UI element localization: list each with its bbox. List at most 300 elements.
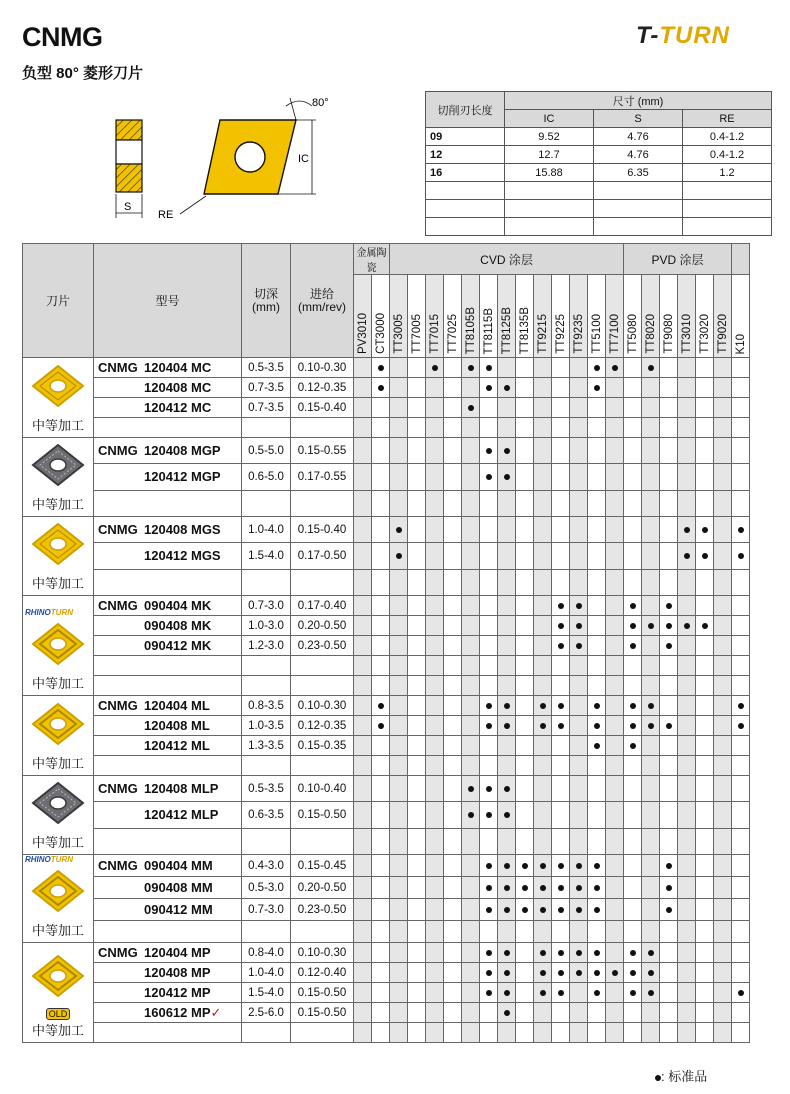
standard-dot bbox=[522, 885, 528, 891]
grade-cell bbox=[552, 398, 570, 418]
grade-cell bbox=[678, 877, 696, 899]
grade-cell bbox=[498, 398, 516, 418]
grade-cell bbox=[354, 543, 372, 569]
grade-cell bbox=[480, 464, 498, 490]
insert-image bbox=[30, 442, 86, 488]
grade-cell bbox=[606, 517, 624, 543]
grade-header-cell bbox=[642, 275, 660, 358]
grade-cell bbox=[390, 828, 408, 854]
standard-dot bbox=[522, 907, 528, 913]
dims-empty-cell bbox=[683, 218, 772, 236]
grade-group-header: PVD 涂层 bbox=[624, 244, 732, 275]
grade-cell bbox=[390, 517, 408, 543]
standard-dot bbox=[504, 474, 510, 480]
model-cell bbox=[94, 1003, 242, 1023]
grade-cell bbox=[426, 656, 444, 676]
grade-cell bbox=[678, 963, 696, 983]
grade-cell bbox=[696, 983, 714, 1003]
model-code: 090404 MK bbox=[144, 598, 212, 613]
grade-cell bbox=[732, 517, 750, 543]
grade-cell bbox=[372, 676, 390, 696]
standard-dot bbox=[594, 723, 600, 729]
grade-cell bbox=[390, 877, 408, 899]
standard-dot bbox=[594, 385, 600, 391]
standard-dot bbox=[558, 723, 564, 729]
standard-dot bbox=[594, 970, 600, 976]
model-cell bbox=[94, 943, 242, 963]
grade-cell bbox=[462, 716, 480, 736]
standard-dot bbox=[378, 723, 384, 729]
grade-cell bbox=[444, 517, 462, 543]
grade-cell bbox=[516, 517, 534, 543]
grade-cell bbox=[678, 716, 696, 736]
grade-cell bbox=[714, 636, 732, 656]
grade-cell bbox=[354, 676, 372, 696]
dims-empty-cell bbox=[505, 218, 594, 236]
grade-cell bbox=[588, 921, 606, 943]
grade-cell bbox=[408, 490, 426, 516]
grade-cell bbox=[588, 696, 606, 716]
grade-cell bbox=[498, 877, 516, 899]
grade-cell bbox=[714, 802, 732, 828]
grade-cell bbox=[570, 1003, 588, 1023]
grade-cell bbox=[660, 636, 678, 656]
grade-cell bbox=[588, 716, 606, 736]
grade-cell bbox=[426, 676, 444, 696]
feed-cell bbox=[291, 418, 354, 438]
model-cell bbox=[94, 490, 242, 516]
grade-cell bbox=[390, 776, 408, 802]
grade-cell bbox=[408, 418, 426, 438]
grade-cell bbox=[678, 378, 696, 398]
grade-header-cell bbox=[444, 275, 462, 358]
grade-cell bbox=[570, 464, 588, 490]
blank-row bbox=[23, 656, 750, 676]
grade-cell bbox=[660, 569, 678, 595]
standard-dot bbox=[594, 950, 600, 956]
grade-cell bbox=[462, 696, 480, 716]
grade-cell bbox=[570, 636, 588, 656]
grade-cell bbox=[660, 983, 678, 1003]
insert-image bbox=[30, 701, 86, 747]
grade-cell bbox=[516, 899, 534, 921]
feed-cell: 0.20-0.50 bbox=[291, 877, 354, 899]
dims-col-key: 切削刃长度 bbox=[426, 92, 505, 128]
grade-cell bbox=[462, 656, 480, 676]
model-code: 120412 MGS bbox=[144, 548, 221, 564]
grade-cell bbox=[606, 776, 624, 802]
model-code: 090412 MM bbox=[144, 902, 213, 917]
grade-cell bbox=[606, 543, 624, 569]
grade-cell bbox=[354, 855, 372, 877]
grade-cell bbox=[714, 438, 732, 464]
model-cell bbox=[94, 358, 242, 378]
grade-cell bbox=[732, 756, 750, 776]
grade-cell bbox=[606, 636, 624, 656]
grade-cell bbox=[462, 378, 480, 398]
grade-cell bbox=[354, 418, 372, 438]
grade-cell bbox=[516, 756, 534, 776]
insert-cell bbox=[23, 855, 94, 943]
grade-cell bbox=[498, 517, 516, 543]
grade-cell bbox=[570, 490, 588, 516]
grade-cell bbox=[534, 899, 552, 921]
standard-dot bbox=[486, 385, 492, 391]
grade-name: TT9080 bbox=[662, 314, 675, 354]
model-code: 120408 MC bbox=[144, 380, 212, 395]
grade-cell bbox=[444, 543, 462, 569]
grade-cell bbox=[480, 378, 498, 398]
grade-cell bbox=[732, 490, 750, 516]
grade-name: TT8105B bbox=[464, 306, 477, 354]
grade-cell bbox=[480, 438, 498, 464]
grade-name: TT3005 bbox=[392, 314, 405, 354]
grade-cell bbox=[498, 756, 516, 776]
grade-cell bbox=[552, 983, 570, 1003]
dims-empty-cell bbox=[683, 182, 772, 200]
grade-cell bbox=[462, 943, 480, 963]
blank-row bbox=[23, 490, 750, 516]
grade-cell bbox=[552, 828, 570, 854]
standard-dot bbox=[486, 863, 492, 869]
depth-cell bbox=[242, 756, 291, 776]
grade-cell bbox=[660, 438, 678, 464]
page-subtitle: 负型 80° 菱形刀片 bbox=[22, 65, 144, 82]
grade-cell bbox=[732, 899, 750, 921]
grade-cell bbox=[732, 716, 750, 736]
grade-cell bbox=[660, 716, 678, 736]
dims-empty-cell bbox=[594, 182, 683, 200]
model-cell bbox=[94, 676, 242, 696]
table-row bbox=[23, 398, 750, 418]
model-code: 120412 MP bbox=[144, 985, 211, 1000]
model-cell bbox=[94, 855, 242, 877]
grade-cell bbox=[444, 877, 462, 899]
grade-cell bbox=[660, 490, 678, 516]
depth-cell: 1.5-4.0 bbox=[242, 983, 291, 1003]
grade-cell bbox=[606, 736, 624, 756]
standard-dot bbox=[738, 553, 744, 559]
grade-name: TT8125B bbox=[500, 306, 513, 354]
grade-cell bbox=[696, 855, 714, 877]
table-row bbox=[23, 616, 750, 636]
standard-dot bbox=[504, 907, 510, 913]
grade-cell bbox=[408, 358, 426, 378]
grade-cell bbox=[732, 398, 750, 418]
standard-dot bbox=[594, 885, 600, 891]
grade-cell bbox=[444, 943, 462, 963]
grade-cell bbox=[498, 921, 516, 943]
grade-cell bbox=[714, 716, 732, 736]
grade-cell bbox=[552, 676, 570, 696]
grade-cell bbox=[588, 656, 606, 676]
feed-cell: 0.10-0.30 bbox=[291, 358, 354, 378]
grade-cell bbox=[624, 464, 642, 490]
dims-empty-cell bbox=[426, 200, 505, 218]
blank-row bbox=[23, 756, 750, 776]
grade-cell bbox=[732, 438, 750, 464]
grade-cell bbox=[714, 983, 732, 1003]
grade-cell bbox=[372, 802, 390, 828]
dims-value: 0.4-1.2 bbox=[683, 146, 772, 164]
grade-cell bbox=[606, 983, 624, 1003]
depth-cell: 1.2-3.0 bbox=[242, 636, 291, 656]
grade-cell bbox=[462, 569, 480, 595]
grade-cell bbox=[678, 676, 696, 696]
grade-cell bbox=[408, 398, 426, 418]
dims-value: 4.76 bbox=[594, 146, 683, 164]
grade-cell bbox=[714, 756, 732, 776]
grade-cell bbox=[534, 358, 552, 378]
grade-cell bbox=[660, 398, 678, 418]
depth-cell: 0.8-4.0 bbox=[242, 943, 291, 963]
dims-value: 15.88 bbox=[505, 164, 594, 182]
grade-cell bbox=[714, 616, 732, 636]
model-code: 120408 MGP bbox=[144, 443, 221, 459]
grade-cell bbox=[570, 855, 588, 877]
feed-cell: 0.17-0.55 bbox=[291, 464, 354, 490]
legend bbox=[655, 1066, 707, 1085]
model-prefix: CNMG bbox=[98, 781, 138, 797]
depth-cell: 1.0-3.0 bbox=[242, 616, 291, 636]
standard-dot bbox=[486, 990, 492, 996]
grade-cell bbox=[606, 596, 624, 616]
grade-cell bbox=[660, 616, 678, 636]
grade-cell bbox=[624, 716, 642, 736]
standard-dot bbox=[504, 703, 510, 709]
grade-cell bbox=[372, 828, 390, 854]
grade-name: TT9020 bbox=[716, 314, 729, 354]
standard-dot bbox=[558, 643, 564, 649]
model-cell bbox=[94, 963, 242, 983]
standard-dot bbox=[558, 970, 564, 976]
grade-cell bbox=[570, 1023, 588, 1043]
grade-cell bbox=[642, 438, 660, 464]
grade-cell bbox=[480, 398, 498, 418]
grade-cell bbox=[408, 517, 426, 543]
grade-cell bbox=[570, 656, 588, 676]
grade-cell bbox=[588, 398, 606, 418]
grade-cell bbox=[660, 656, 678, 676]
model-cell bbox=[94, 636, 242, 656]
grade-cell bbox=[444, 1023, 462, 1043]
dims-value: 4.76 bbox=[594, 128, 683, 146]
grade-cell bbox=[732, 963, 750, 983]
insert-cell bbox=[23, 438, 94, 517]
grade-cell bbox=[516, 398, 534, 418]
grade-cell bbox=[354, 1003, 372, 1023]
grade-cell bbox=[444, 358, 462, 378]
grade-cell bbox=[642, 517, 660, 543]
grade-cell bbox=[426, 1023, 444, 1043]
table-row bbox=[23, 636, 750, 656]
logo-part-b: TURN bbox=[659, 22, 730, 49]
grade-cell bbox=[534, 1003, 552, 1023]
feed-cell: 0.12-0.35 bbox=[291, 716, 354, 736]
grade-cell bbox=[696, 1023, 714, 1043]
standard-dot bbox=[684, 623, 690, 629]
standard-dot bbox=[576, 885, 582, 891]
logo-part-a: T- bbox=[636, 22, 660, 49]
grade-cell bbox=[444, 378, 462, 398]
grade-cell bbox=[624, 490, 642, 516]
grade-cell bbox=[606, 656, 624, 676]
grade-cell bbox=[498, 736, 516, 756]
grade-header-cell bbox=[408, 275, 426, 358]
grade-cell bbox=[426, 438, 444, 464]
grade-cell bbox=[372, 464, 390, 490]
standard-dot bbox=[504, 812, 510, 818]
model-prefix: CNMG bbox=[98, 598, 138, 613]
model-cell bbox=[94, 756, 242, 776]
grade-cell bbox=[408, 656, 426, 676]
grade-cell bbox=[390, 636, 408, 656]
grade-cell bbox=[732, 1003, 750, 1023]
grade-cell bbox=[444, 802, 462, 828]
grade-cell bbox=[372, 418, 390, 438]
grade-cell bbox=[534, 716, 552, 736]
insert-image bbox=[30, 363, 86, 409]
grade-cell bbox=[516, 1003, 534, 1023]
grade-cell bbox=[480, 716, 498, 736]
feed-cell bbox=[291, 828, 354, 854]
model-cell bbox=[94, 596, 242, 616]
standard-dot bbox=[504, 786, 510, 792]
grade-cell bbox=[660, 676, 678, 696]
grade-cell bbox=[570, 378, 588, 398]
grade-cell bbox=[678, 464, 696, 490]
grade-name: K10 bbox=[734, 333, 747, 354]
blank-row bbox=[23, 569, 750, 595]
grade-cell bbox=[372, 398, 390, 418]
grade-cell bbox=[714, 517, 732, 543]
feed-cell bbox=[291, 756, 354, 776]
standard-dot bbox=[558, 885, 564, 891]
rhino-turn-logo bbox=[25, 608, 93, 617]
grade-cell bbox=[570, 696, 588, 716]
grade-cell bbox=[480, 596, 498, 616]
grade-cell bbox=[444, 490, 462, 516]
grade-cell bbox=[696, 828, 714, 854]
grade-cell bbox=[696, 756, 714, 776]
grade-cell bbox=[480, 696, 498, 716]
model-cell bbox=[94, 828, 242, 854]
grade-cell bbox=[678, 983, 696, 1003]
standard-dot bbox=[666, 643, 672, 649]
grade-cell bbox=[372, 776, 390, 802]
grade-cell bbox=[552, 1023, 570, 1043]
grade-cell bbox=[696, 656, 714, 676]
grade-cell bbox=[588, 438, 606, 464]
grade-cell bbox=[354, 656, 372, 676]
grade-name: PV3010 bbox=[356, 313, 369, 354]
grade-cell bbox=[462, 1023, 480, 1043]
grade-cell bbox=[408, 899, 426, 921]
grade-cell bbox=[480, 943, 498, 963]
grade-cell bbox=[426, 877, 444, 899]
machining-type-label: 中等加工 bbox=[31, 923, 84, 938]
grade-cell bbox=[516, 963, 534, 983]
grade-cell bbox=[696, 1003, 714, 1023]
grade-cell bbox=[570, 756, 588, 776]
grade-name: TT7025 bbox=[446, 314, 459, 354]
grade-cell bbox=[408, 696, 426, 716]
grade-cell bbox=[372, 855, 390, 877]
grade-cell bbox=[678, 656, 696, 676]
grade-cell bbox=[480, 921, 498, 943]
table-row bbox=[23, 963, 750, 983]
grade-cell bbox=[606, 490, 624, 516]
grade-cell bbox=[588, 596, 606, 616]
grade-cell bbox=[570, 802, 588, 828]
grade-cell bbox=[624, 616, 642, 636]
grade-header-cell bbox=[696, 275, 714, 358]
grade-cell bbox=[642, 736, 660, 756]
grade-cell bbox=[390, 1003, 408, 1023]
grade-cell bbox=[660, 877, 678, 899]
model-cell bbox=[94, 1023, 242, 1043]
grade-cell bbox=[516, 418, 534, 438]
new-check-mark: ✓ bbox=[210, 1004, 222, 1020]
grade-cell bbox=[606, 464, 624, 490]
grade-name: CT3000 bbox=[374, 313, 387, 354]
standard-dot bbox=[576, 623, 582, 629]
grade-cell bbox=[462, 418, 480, 438]
grade-cell bbox=[642, 696, 660, 716]
grade-cell bbox=[426, 398, 444, 418]
grade-cell bbox=[354, 983, 372, 1003]
grade-cell bbox=[390, 596, 408, 616]
grade-cell bbox=[624, 569, 642, 595]
grade-cell bbox=[372, 899, 390, 921]
grade-cell bbox=[732, 676, 750, 696]
grade-cell bbox=[714, 963, 732, 983]
grade-cell bbox=[408, 676, 426, 696]
standard-dot bbox=[630, 970, 636, 976]
standard-dot bbox=[504, 863, 510, 869]
insert-cell bbox=[23, 358, 94, 438]
dims-value: 0.4-1.2 bbox=[683, 128, 772, 146]
grade-cell bbox=[516, 943, 534, 963]
table-row bbox=[23, 543, 750, 569]
model-cell bbox=[94, 616, 242, 636]
grade-header-cell bbox=[354, 275, 372, 358]
grade-cell bbox=[678, 756, 696, 776]
standard-dot bbox=[486, 474, 492, 480]
standard-dot bbox=[630, 723, 636, 729]
grade-cell bbox=[678, 569, 696, 595]
grade-cell bbox=[390, 921, 408, 943]
grade-cell bbox=[354, 596, 372, 616]
grade-cell bbox=[444, 438, 462, 464]
grade-cell bbox=[534, 517, 552, 543]
blank-row bbox=[23, 418, 750, 438]
grade-cell bbox=[372, 696, 390, 716]
grade-cell bbox=[696, 569, 714, 595]
model-code: 090408 MM bbox=[144, 880, 213, 895]
grade-cell bbox=[534, 398, 552, 418]
grade-cell bbox=[660, 756, 678, 776]
standard-dot bbox=[558, 603, 564, 609]
standard-dot bbox=[702, 623, 708, 629]
model-cell bbox=[94, 983, 242, 1003]
grade-cell bbox=[480, 569, 498, 595]
grade-cell bbox=[552, 756, 570, 776]
grade-cell bbox=[426, 464, 444, 490]
model-code: 120412 MC bbox=[144, 400, 212, 415]
standard-dot bbox=[432, 365, 438, 371]
grade-cell bbox=[534, 921, 552, 943]
